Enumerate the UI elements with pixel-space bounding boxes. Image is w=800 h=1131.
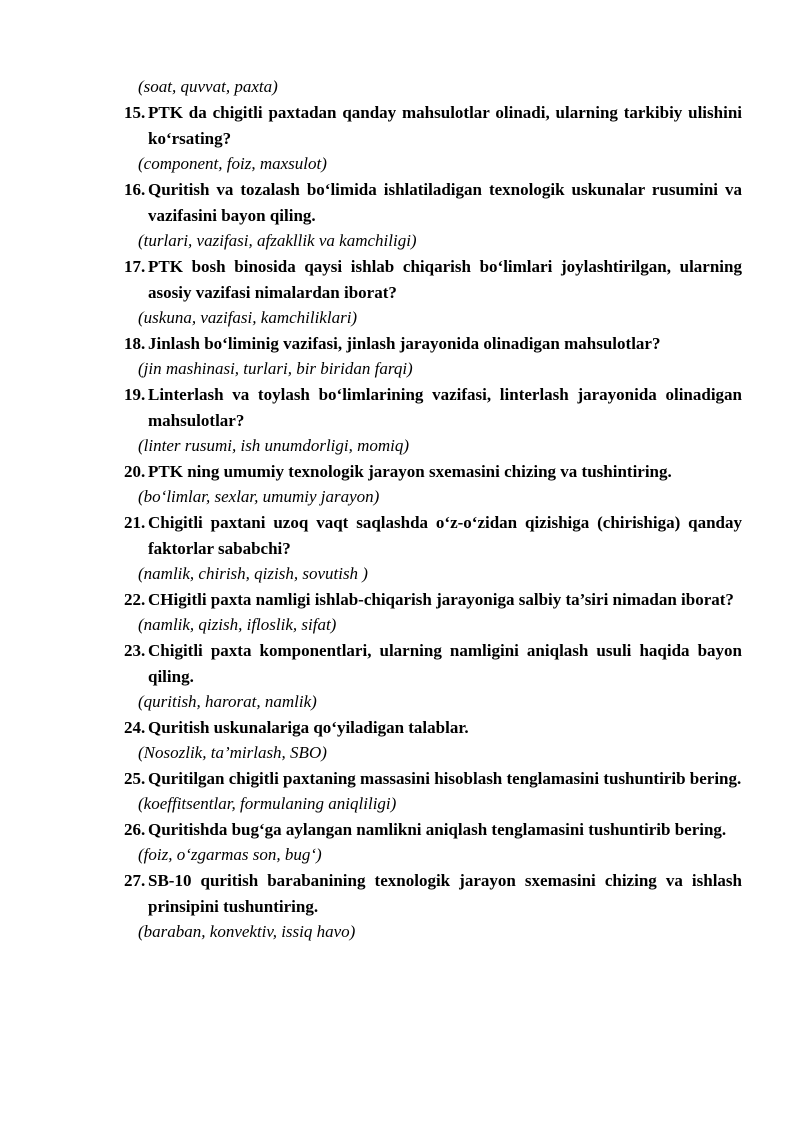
question-text: Chigitli paxtani uzoq vaqt saqlashda o‘z-o‘zidan qizishiga (chirishiga) qanday faktorlar sababchi?: [148, 513, 742, 558]
question-hint: (namlik, chirish, qizish, sovutish ): [138, 564, 368, 583]
question-hint: (linter rusumi, ish unumdorligi, momiq): [138, 436, 410, 455]
question-number: 18.: [124, 334, 146, 353]
question-text: PTK da chigitli paxtadan qanday mahsulotlar olinadi, ularning tarkibiy ulishini ko‘rsating?: [148, 103, 742, 148]
question-text: Quritishda bug‘ga aylangan namlikni aniqlash tenglamasini tushuntirib bering.: [148, 820, 727, 839]
question-number: 19.: [124, 385, 146, 404]
question-hint: (turlari, vazifasi, afzakllik va kamchiligi): [138, 231, 417, 250]
question-text: Quritilgan chigitli paxtaning massasini hisoblash tenglamasini tushuntirib bering.: [148, 769, 742, 788]
question-text: CHigitli paxta namligi ishlab-chiqarish jarayoniga salbiy ta’siri nimadan iborat?: [148, 590, 734, 609]
question-number: 25.: [124, 769, 146, 788]
question-hint: (uskuna, vazifasi, kamchiliklari): [138, 308, 358, 327]
question-hint: (Nosozlik, ta’mirlash, SBO): [138, 743, 327, 762]
question-22: [124, 587, 742, 613]
question-text: PTK ning umumiy texnologik jarayon sxemasini chizing va tushintiring.: [148, 462, 672, 481]
question-number: 24.: [124, 718, 146, 737]
question-19: [124, 382, 742, 434]
question-list: [124, 100, 742, 945]
question-15: [124, 100, 742, 152]
question-number: 20.: [124, 462, 146, 481]
question-hint: (baraban, konvektiv, issiq havo): [138, 922, 356, 941]
question-hint: (foiz, o‘zgarmas son, bug‘): [138, 845, 322, 864]
question-number: 26.: [124, 820, 146, 839]
question-16: [124, 177, 742, 229]
question-hint: (bo‘limlar, sexlar, umumiy jarayon): [138, 487, 380, 506]
question-21: [124, 510, 742, 562]
question-text: Chigitli paxta komponentlari, ularning namligini aniqlash usuli haqida bayon qiling.: [148, 641, 742, 686]
question-number: 27.: [124, 871, 146, 890]
question-number: 15.: [124, 103, 146, 122]
question-hint: (component, foiz, maxsulot): [138, 154, 327, 173]
question-hint: (quritish, harorat, namlik): [138, 692, 317, 711]
question-number: 17.: [124, 257, 146, 276]
question-text: Quritish va tozalash bo‘limida ishlatiladigan texnologik uskunalar rusumini va vazifasini bayon qiling.: [148, 180, 742, 225]
question-text: PTK bosh binosida qaysi ishlab chiqarish bo‘limlari joylashtirilgan, ularning asosiy vazifasi nimalardan iborat?: [148, 257, 742, 302]
question-24: [124, 715, 742, 741]
top-hint: (soat, quvvat, paxta): [138, 77, 278, 96]
question-17: [124, 254, 742, 306]
question-26: [124, 817, 742, 843]
question-number: 16.: [124, 180, 146, 199]
question-text: Linterlash va toylash bo‘limlarining vazifasi, linterlash jarayonida olinadigan mahsulotlar?: [148, 385, 742, 430]
question-text: Quritish uskunalariga qo‘yiladigan talablar.: [148, 718, 469, 737]
question-text: SB-10 quritish barabanining texnologik jarayon sxemasini chizing va ishlash prinsipini tushuntiring.: [148, 871, 742, 916]
question-hint: (jin mashinasi, turlari, bir biridan farqi): [138, 359, 413, 378]
question-number: 21.: [124, 513, 146, 532]
question-text: Jinlash bo‘liminig vazifasi, jinlash jarayonida olinadigan mahsulotlar?: [148, 334, 661, 353]
question-23: [124, 638, 742, 690]
question-number: 22.: [124, 590, 146, 609]
question-18: [124, 331, 742, 357]
question-20: [124, 459, 742, 485]
question-number: 23.: [124, 641, 146, 660]
question-25: [124, 766, 742, 792]
question-hint: (namlik, qizish, ifloslik, sifat): [138, 615, 337, 634]
question-hint: (koeffitsentlar, formulaning aniqliligi): [138, 794, 397, 813]
question-27: [124, 868, 742, 920]
